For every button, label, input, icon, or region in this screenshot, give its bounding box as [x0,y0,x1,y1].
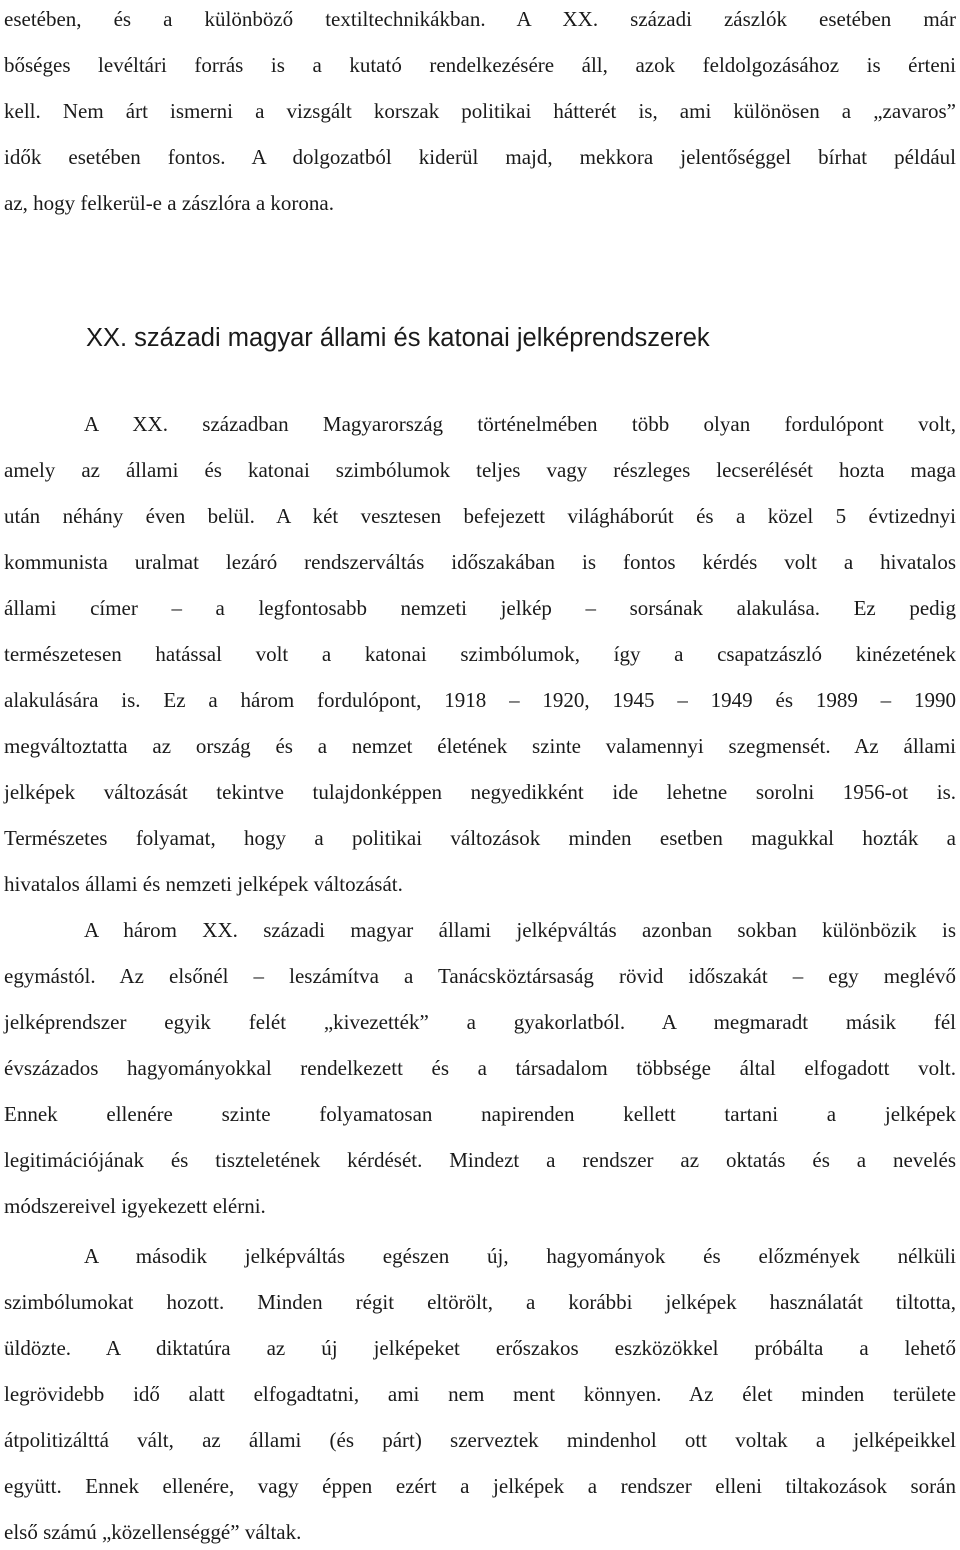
text-line: kell. Nem árt ismerni a vizsgált korszak politikai hátterét is, ami különösen a „zavaros” [4,99,956,123]
text-line: első számú „közellenséggé” váltak. [4,1520,302,1544]
text-line: bőséges levéltári forrás is a kutató rendelkezésére áll, azok feldolgozásához is érteni [4,53,956,77]
text-line: Ennek ellenére szinte folyamatosan napirenden kellett tartani a jelképek [4,1102,956,1126]
text-line: esetében, és a különböző textiltechnikákban. A XX. századi zászlók esetében már [4,7,956,31]
text-line: legitimációjának és tiszteletének kérdését. Mindezt a rendszer az oktatás és a nevelés [4,1148,956,1172]
text-line: módszereivel igyekezett elérni. [4,1194,266,1218]
text-line: megváltoztatta az ország és a nemzet életének szinte valamennyi szegmensét. Az állami [4,734,956,758]
text-line: amely az állami és katonai szimbólumok teljes vagy részleges lecserélését hozta maga [4,458,956,482]
text-line: után néhány éven belül. A két vesztesen befejezett világháborút és a közel 5 évtizednyi [4,504,956,528]
text-line: idők esetében fontos. A dolgozatból kiderül majd, mekkora jelentőséggel bírhat például [4,145,956,169]
text-line: állami címer – a legfontosabb nemzeti jelkép – sorsának alakulása. Ez pedig [4,596,956,620]
text-line: szimbólumokat hozott. Minden régit eltörölt, a korábbi jelképek használatát tiltotta, [4,1290,956,1314]
text-line: jelképek változását tekintve tulajdonképpen negyedikként ide lehetne sorolni 1956-ot is. [4,780,956,804]
text-line: A három XX. századi magyar állami jelképváltás azonban sokban különbözik is [84,918,956,942]
text-line: A XX. században Magyarország történelmében több olyan fordulópont volt, [84,412,956,436]
section-heading: XX. századi magyar állami és katonai jelképrendszerek [86,324,710,352]
text-line: az, hogy felkerül-e a zászlóra a korona. [4,191,334,215]
text-line: alakulására is. Ez a három fordulópont, 1918 – 1920, 1945 – 1949 és 1989 – 1990 [4,688,956,712]
text-line: üldözte. A diktatúra az új jelképeket erőszakos eszközökkel próbálta a lehető [4,1336,956,1360]
text-line: jelképrendszer egyik felét „kivezették” a gyakorlatból. A megmaradt másik fél [4,1010,956,1034]
text-line: Természetes folyamat, hogy a politikai változások minden esetben magukkal hozták a [4,826,956,850]
text-line: kommunista uralmat lezáró rendszerváltás időszakában is fontos kérdés volt a hivatalos [4,550,956,574]
text-line: természetesen hatással volt a katonai szimbólumok, így a csapatzászló kinézetének [4,642,956,666]
text-line: együtt. Ennek ellenére, vagy éppen ezért a jelképek a rendszer elleni tiltakozások során [4,1474,956,1498]
text-line: A második jelképváltás egészen új, hagyományok és előzmények nélküli [84,1244,956,1268]
text-line: évszázados hagyományokkal rendelkezett és a társadalom többsége által elfogadott volt. [4,1056,956,1080]
text-line: legrövidebb idő alatt elfogadtatni, ami nem ment könnyen. Az élet minden területe [4,1382,956,1406]
text-line: egymástól. Az elsőnél – leszámítva a Tanácsköztársaság rövid időszakát – egy meglévő [4,964,956,988]
text-line: hivatalos állami és nemzeti jelképek változását. [4,872,403,896]
text-line: átpolitizálttá vált, az állami (és párt) szerveztek mindenhol ott voltak a jelképeikkel [4,1428,956,1452]
